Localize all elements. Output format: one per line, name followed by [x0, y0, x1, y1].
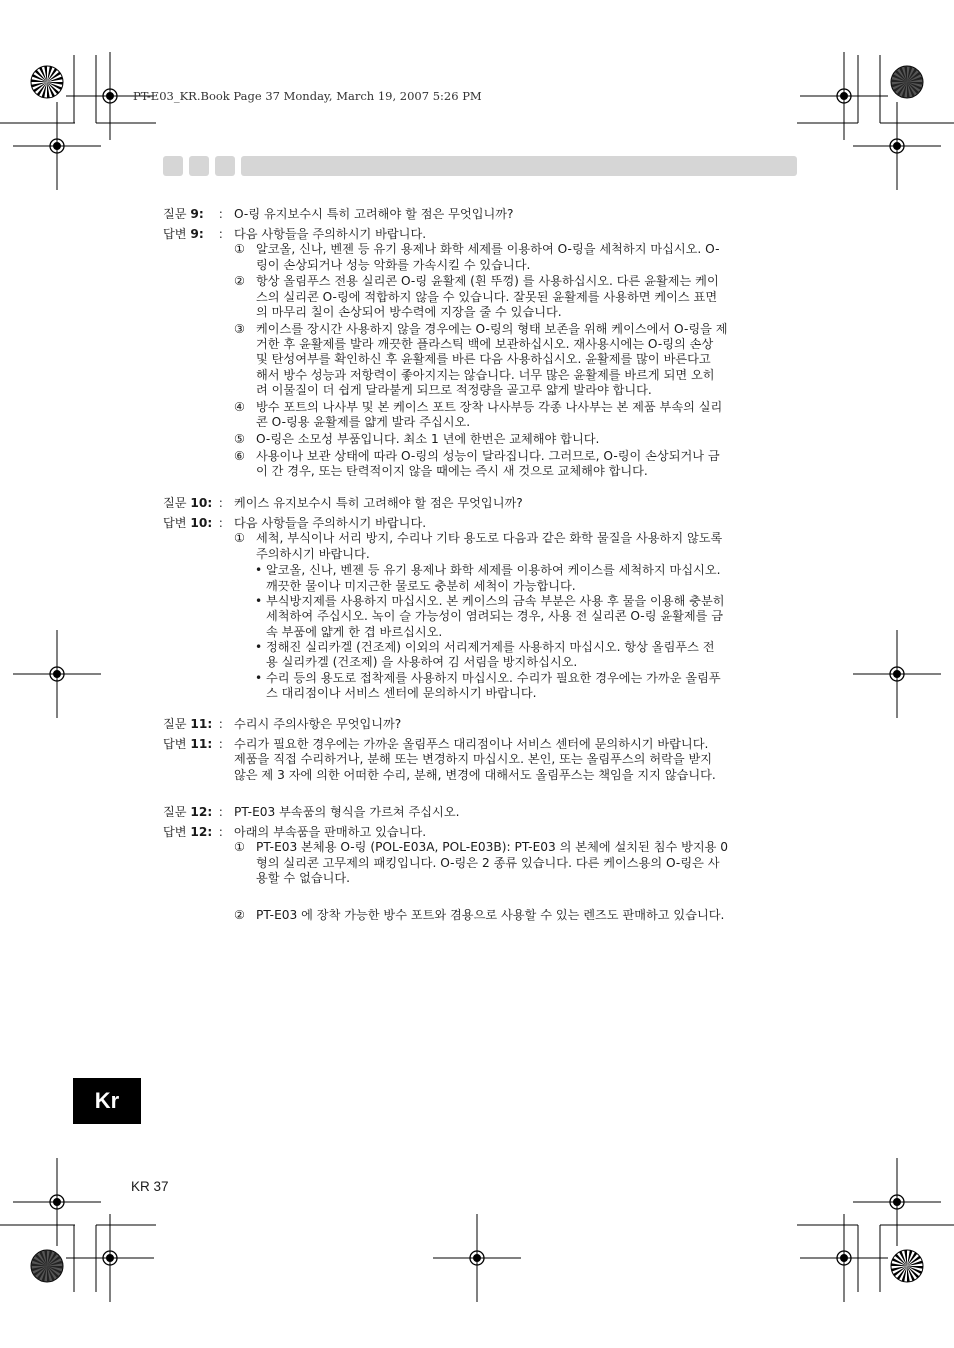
- question-label-number: 9:: [190, 207, 204, 221]
- question-colon: ：: [218, 717, 231, 731]
- bullet-line: 수리 등의 용도로 접착제를 사용하지 마십시오. 수리가 필요한 경우에는 가까운 올림푸: [266, 670, 721, 685]
- bullet-line: 정해진 실리카겔 (건조제) 이외의 서리제거제를 사용하지 마십시오. 항상 올림푸스 전: [266, 639, 715, 654]
- answer-label: [163, 227, 204, 242]
- answer-label-number: 12:: [190, 825, 213, 839]
- question-colon: ：: [218, 207, 231, 221]
- registration-target-icon: [433, 1214, 521, 1302]
- registration-target-icon: [853, 630, 941, 718]
- page-number: KR 37: [131, 1179, 169, 1194]
- item-line: PT-E03 에 장착 가능한 방수 포트와 겸용으로 사용할 수 있는 렌즈도 판매하고 있습니다.: [256, 907, 725, 922]
- bullet-line: 스 대리점이나 서비스 센터에 문의하시기 바랍니다.: [266, 685, 537, 700]
- item-line: 콘 O-링용 윤활제를 얇게 발라 주십시오.: [256, 415, 471, 430]
- bullet-mark: •: [255, 670, 263, 685]
- registration-target-icon: [800, 1214, 888, 1302]
- language-tab: Kr: [73, 1078, 141, 1124]
- header-bar-box-3: [215, 156, 235, 176]
- question-colon: ：: [218, 805, 231, 819]
- answer-label: [163, 737, 212, 752]
- bullet-line: 속 부품에 얇게 한 겹 바르십시오.: [266, 624, 443, 639]
- header-line: PT-E03_KR.Book Page 37 Monday, March 19, 2007 5:26 PM: [133, 89, 482, 103]
- registration-target-icon: [13, 630, 101, 718]
- registration-target-icon: [13, 102, 101, 190]
- item-line: 이 간 경우, 또는 탄력적이지 않을 때에는 즉시 새 것으로 교체해야 합니다.: [256, 464, 648, 478]
- item-line: 해서 방수 성능과 저항력이 좋아지지는 않습니다. 너무 많은 윤활제를 바르게 되면 오히: [256, 367, 715, 382]
- item-line: 링이 손상되거나 성능 악화를 가속시킬 수 있습니다.: [256, 257, 531, 272]
- item-line: 항상 올림푸스 전용 실리콘 O-링 윤활제 (흰 뚜껑) 를 사용하십시오. 다른 윤활제는 케이: [256, 274, 719, 289]
- registration-target-icon: [853, 102, 941, 190]
- header-bar-long: [241, 156, 797, 176]
- answer-label-word: 답변: [163, 737, 191, 751]
- bullet-line: 깨끗한 물이나 미지근한 물로도 충분히 세척이 가능합니다.: [266, 578, 576, 593]
- item-line: PT-E03 본체용 O-링 (POL-E03A, POL-E03B): PT-E03 의 본체에 설치된 침수 방지용 0: [256, 840, 729, 855]
- item-line: 케이스를 장시간 사용하지 않을 경우에는 O-링의 형태 보존을 위해 케이스에서 O-링을 제: [256, 321, 728, 336]
- bullet-mark: •: [255, 594, 263, 608]
- question-label-number: 11:: [190, 717, 213, 731]
- item-number-mark: ⑥: [234, 448, 245, 463]
- item-line: 거한 후 윤활제를 발라 깨끗한 플라스틱 백에 보관하십시오. 재사용시에는 O-링의 손상: [256, 337, 714, 352]
- item-line: 방수 포트의 나사부 및 본 케이스 포트 장착 나사부등 각종 나사부는 본 제품 부속의 실리: [256, 399, 723, 414]
- question-label-number: 12:: [190, 805, 213, 819]
- answer-text: 아래의 부속품을 판매하고 있습니다.: [234, 825, 427, 839]
- registration-target-icon: [800, 52, 888, 140]
- answer-line: 제품을 직접 수리하거나, 분해 또는 변경하지 마십시오. 본인, 또는 올림푸스의 허락을 받지: [234, 752, 713, 767]
- answer-label-number: 9:: [190, 227, 204, 241]
- question-colon: ：: [218, 496, 231, 510]
- item-line: 및 탄성여부를 확인하신 후 윤활제를 바른 다음 사용하십시오. 윤활제를 많이 바른다고: [256, 352, 711, 367]
- item-line: 용할 수 없습니다.: [256, 870, 351, 885]
- answer-colon: ：: [218, 737, 231, 751]
- question-label-number: 10:: [190, 496, 213, 510]
- star-target-icon: [891, 66, 923, 98]
- question-label-word: 질문: [163, 207, 191, 221]
- answer-colon: ：: [218, 227, 231, 241]
- question-label: [163, 717, 212, 732]
- question-label: [163, 496, 212, 511]
- item-number-mark: ②: [234, 274, 245, 289]
- question-label: [163, 805, 212, 820]
- question-label-word: 질문: [163, 805, 191, 819]
- answer-line: 수리가 필요한 경우에는 가까운 올림푸스 대리점이나 서비스 센터에 문의하시기 바랍니다.: [234, 737, 709, 751]
- item-number-mark: ①: [234, 531, 245, 546]
- item-number-mark: ⑤: [234, 431, 245, 446]
- registration-target-icon: [66, 1214, 154, 1302]
- registration-target-icon: [853, 1158, 941, 1246]
- header-bar-box-1: [163, 156, 183, 176]
- question-text: O-링 유지보수시 특히 고려해야 할 점은 무엇입니까?: [234, 207, 514, 221]
- answer-label-word: 답변: [163, 516, 191, 530]
- bullet-line: 부식방지제를 사용하지 마십시오. 본 케이스의 금속 부분은 사용 후 물을 이용해 충분히: [266, 594, 725, 608]
- answer-label-word: 답변: [163, 825, 191, 839]
- registration-target-icon: [13, 1158, 101, 1246]
- item-line: 세척, 부식이나 서리 방지, 수리나 기타 용도로 다음과 같은 화학 물질을 사용하지 않도록: [256, 531, 723, 546]
- item-line: 려 이물질이 더 쉽게 달라붙게 되므로 적정량을 골고루 얇게 발라야 합니다.: [256, 383, 652, 397]
- answer-label: [163, 516, 212, 531]
- item-number-mark: ①: [234, 840, 245, 855]
- bullet-line: 용 실리카겔 (건조제) 을 사용하여 김 서림을 방지하십시오.: [266, 655, 578, 670]
- header-bar-box-2: [189, 156, 209, 176]
- item-line: 형의 실리콘 고무제의 패킹입니다. O-링은 2 종류 있습니다. 다른 케이스용의 O-링은 사: [256, 855, 720, 870]
- question-text: 수리시 주의사항은 무엇입니까?: [234, 717, 402, 731]
- item-line: O-링은 소모성 부품입니다. 최소 1 년에 한번은 교체해야 합니다.: [256, 431, 600, 446]
- answer-line: 않은 제 3 자에 의한 어떠한 수리, 분해, 변경에 대해서도 올림푸스는 책임을 지지 않습니다.: [234, 767, 716, 782]
- item-line: 의 마무리 칠이 손상되어 방수력에 지장을 줄 수 있습니다.: [256, 305, 562, 319]
- answer-label-word: 답변: [163, 227, 191, 241]
- answer-colon: ：: [218, 825, 231, 839]
- question-label: [163, 207, 204, 222]
- item-number-mark: ③: [234, 321, 245, 336]
- answer-label-number: 11:: [190, 737, 213, 751]
- answer-colon: ：: [218, 516, 231, 530]
- bullet-mark: •: [255, 563, 263, 578]
- star-target-icon: [31, 66, 63, 98]
- answer-label: [163, 825, 212, 840]
- item-line: 스의 실리콘 O-링에 적합하지 않을 수 있습니다. 잘못된 윤활제를 사용하면 케이스 표면: [256, 289, 718, 304]
- item-line: 알코올, 신나, 벤젠 등 유기 용제나 화학 세제를 이용하여 O-링을 세척하지 마십시오. O-: [256, 242, 720, 257]
- question-text: PT-E03 부속품의 형식을 가르쳐 주십시오.: [234, 805, 460, 819]
- bullet-mark: •: [255, 639, 263, 654]
- bullet-line: 알코올, 신나, 벤젠 등 유기 용제나 화학 세제를 이용하여 케이스를 세척하지 마십시오.: [266, 563, 721, 578]
- star-target-icon: [31, 1250, 63, 1282]
- question-label-word: 질문: [163, 717, 191, 731]
- star-target-icon: [891, 1250, 923, 1282]
- item-line: 주의하시기 바랍니다.: [256, 546, 370, 561]
- item-line: 사용이나 보관 상태에 따라 O-링의 성능이 달라집니다. 그러므로, O-링이 손상되거나 금: [256, 448, 720, 463]
- item-number-mark: ①: [234, 242, 245, 257]
- question-text: 케이스 유지보수시 특히 고려해야 할 점은 무엇입니까?: [234, 496, 523, 510]
- item-number-mark: ②: [234, 907, 245, 922]
- question-label-word: 질문: [163, 496, 191, 510]
- answer-text: 다음 사항들을 주의하시기 바랍니다.: [234, 227, 427, 241]
- item-number-mark: ④: [234, 399, 245, 414]
- bullet-line: 세척하여 주십시오. 녹이 슬 가능성이 염려되는 경우, 사용 전 실리콘 O-링 윤활제를 금: [266, 609, 724, 624]
- answer-text: 다음 사항들을 주의하시기 바랍니다.: [234, 516, 427, 530]
- answer-label-number: 10:: [190, 516, 213, 530]
